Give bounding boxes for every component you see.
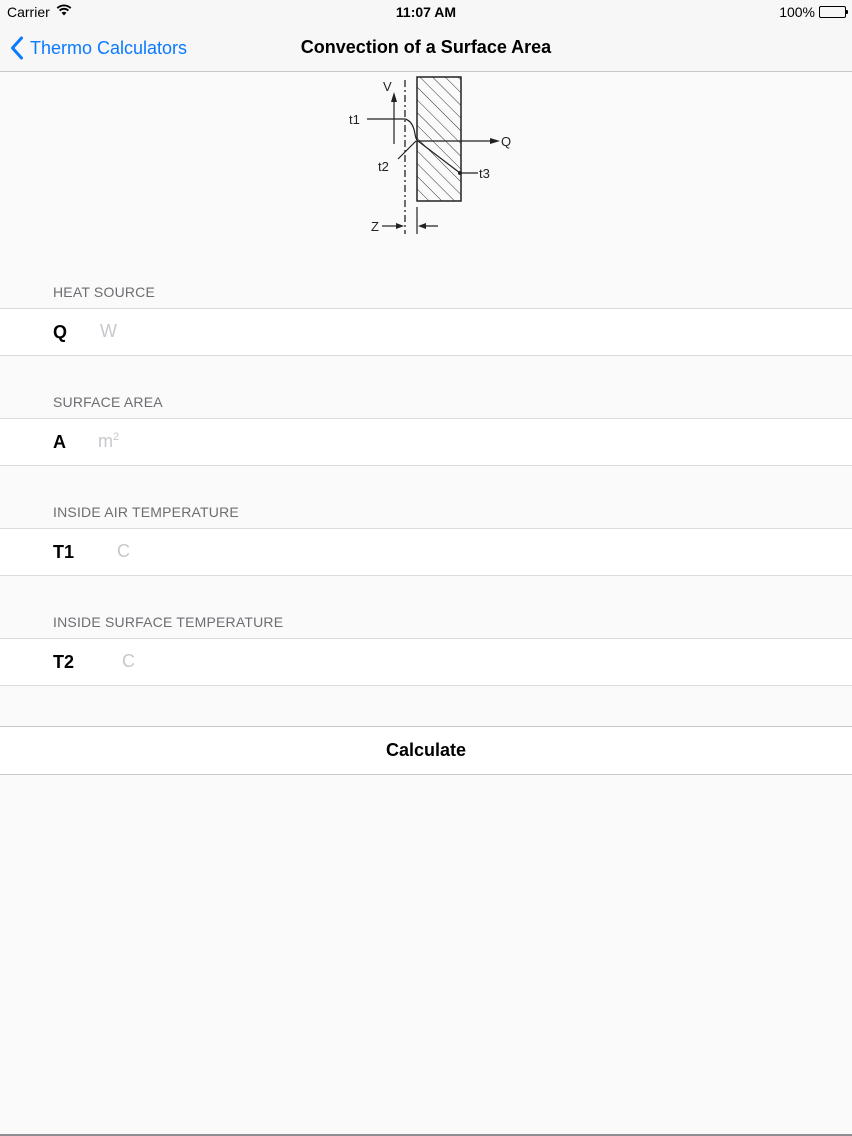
section-header-surface-area: SURFACE AREA <box>53 394 163 410</box>
inside-air-temperature-input[interactable] <box>117 541 717 562</box>
inside-surface-temperature-row <box>0 638 852 686</box>
navigation-bar <box>0 24 852 72</box>
battery-percent: 100% <box>779 4 815 20</box>
inside-surface-temperature-input[interactable] <box>122 651 722 672</box>
calculate-button[interactable]: Calculate <box>0 726 852 775</box>
inside-air-temperature-row <box>0 528 852 576</box>
carrier-label: Carrier <box>7 4 50 20</box>
page-title: Convection of a Surface Area <box>300 37 552 57</box>
back-button-label: Thermo Calculators <box>30 37 188 58</box>
surface-area-unit-exponent: 2 <box>113 431 120 443</box>
inside-air-temperature-label: T1 <box>53 542 75 562</box>
heat-source-row <box>0 308 852 356</box>
q-label: Q <box>501 134 512 149</box>
section-header-inside-surface-temperature: INSIDE SURFACE TEMPERATURE <box>53 614 284 630</box>
surface-area-label: A <box>53 432 66 452</box>
z-label: Z <box>371 219 379 234</box>
section-header-heat-source: HEAT SOURCE <box>53 284 156 300</box>
surface-area-unit: m <box>98 431 113 451</box>
heat-source-input[interactable] <box>100 321 700 342</box>
t1-label: t1 <box>349 112 360 127</box>
surface-area-row <box>0 418 852 466</box>
status-bar <box>0 0 852 24</box>
status-time: 11:07 AM <box>395 4 457 20</box>
wall-rect <box>417 77 461 201</box>
convection-diagram <box>340 74 520 244</box>
inside-surface-temperature-label: T2 <box>53 652 75 672</box>
surface-area-input[interactable] <box>98 431 119 452</box>
t2-label: t2 <box>378 159 389 174</box>
battery-icon <box>819 6 846 18</box>
section-header-inside-air-temperature: INSIDE AIR TEMPERATURE <box>53 504 239 520</box>
heat-source-label: Q <box>53 322 68 342</box>
t3-label: t3 <box>479 166 490 181</box>
v-label: V <box>383 79 392 94</box>
